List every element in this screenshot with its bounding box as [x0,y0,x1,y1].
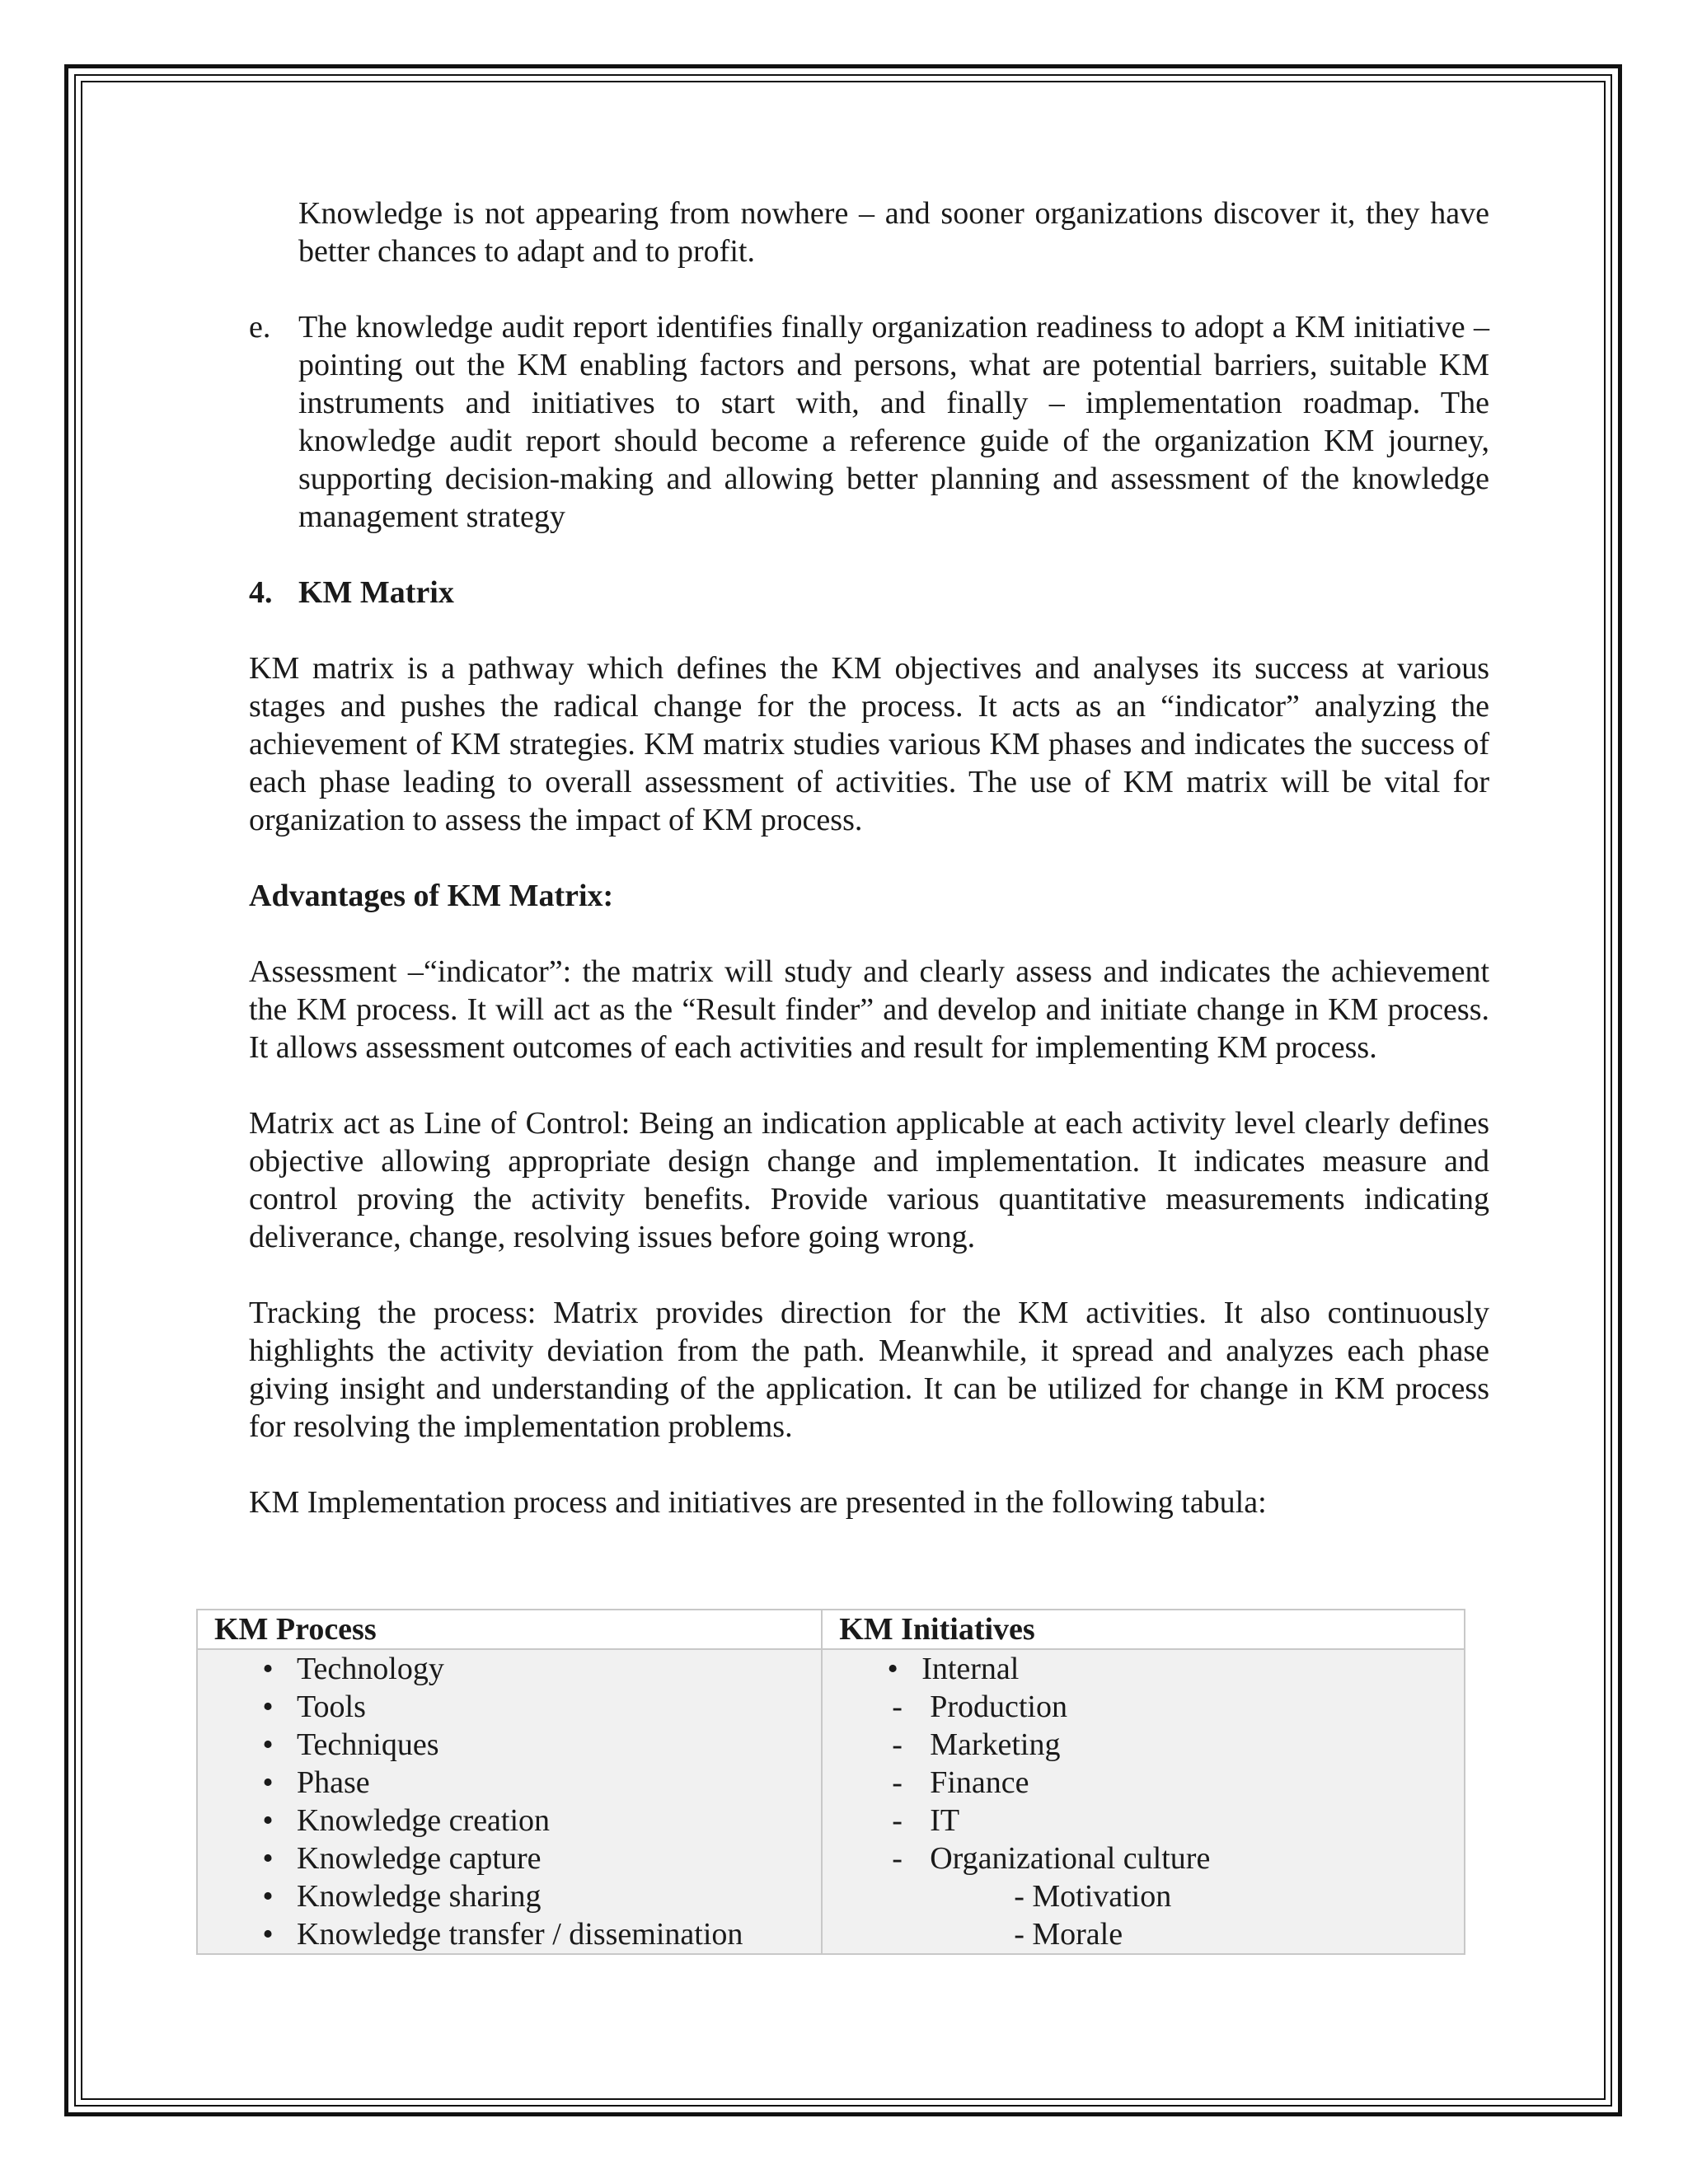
process-item: Knowledge transfer / dissemination [297,1917,743,1952]
process-item: Knowledge sharing [297,1879,542,1914]
paragraph-assessment: Assessment –“indicator”: the matrix will study and clearly assess and indicates the achievement the KM process. It will act as the “Result finder” and develop and initiate change in KM process. It allows assessment outcomes of each activities and result for implementing KM process. [249,954,1489,1065]
list-item [214,1764,821,1802]
table-header-row [197,1610,1465,1649]
initiative-item: Internal [921,1652,1020,1686]
list-item [214,1802,821,1840]
dash-icon: - [892,1841,903,1876]
dash-icon: - [892,1765,903,1800]
paragraph-tracking: Tracking the process: Matrix provides direction for the KM activities. It also continuously highlights the activity deviation from the path. Meanwhile, it spread and analyzes each phase giving insight and understanding of the application. It can be utilized for change in KM process for resolving the implementation problems. [249,1296,1489,1444]
list-item [214,1726,821,1764]
paragraph-line-of-control: Matrix act as Line of Control: Being an indication applicable at each activity level clearly defines objective allowing appropriate design change and implementation. It indicates measure and control proving the activity benefits. Provide various quantitative measurements indicating deliverance, change, resolving issues before going wrong. [249,1106,1489,1254]
dash-icon: - [892,1690,903,1724]
list-item [214,1688,821,1726]
bullet-icon: • [262,1803,274,1838]
list-item [839,1877,1464,1915]
paragraph-audit-report: The knowledge audit report identifies finally organization readiness to adopt a KM initiative – pointing out the KM enabling factors and persons, what are potential barriers, suitable KM instruments and initiatives to start with, and finally – implementation roadmap. The knowledge audit report should become a reference guide of the organization KM journey, supporting decision-making and allowing better planning and assessment of the knowledge management strategy [298,310,1489,534]
subheading-advantages: Advantages of KM Matrix: [249,879,614,913]
list-item [214,1915,821,1953]
initiative-item: Organizational culture [930,1841,1211,1876]
list-item [214,1877,821,1915]
list-item [214,1650,821,1688]
table-row [197,1649,1465,1954]
bullet-icon: • [887,1652,898,1686]
section-title: KM Matrix [298,575,454,610]
process-item: Knowledge creation [297,1803,551,1838]
initiatives-list [839,1650,1464,1953]
dash-icon: - [892,1803,903,1838]
cell-process-list [197,1649,822,1954]
list-item [839,1726,1464,1764]
bullet-icon: • [262,1765,274,1800]
km-table [196,1609,1465,1955]
section-heading [249,574,1489,612]
initiative-item: Finance [930,1765,1029,1800]
process-list [214,1650,821,1953]
initiative-sub-item: - Motivation [1014,1879,1172,1914]
initiative-sub-item: - Morale [1014,1917,1123,1952]
list-marker: e. [249,310,271,344]
initiative-item: IT [930,1803,960,1838]
bullet-icon: • [262,1690,274,1724]
document-body [249,194,1489,1521]
bullet-icon: • [262,1917,274,1952]
paragraph-km-matrix-intro: KM matrix is a pathway which defines the KM objectives and analyses its success at various stages and pushes the radical change for the process. It acts as an “indicator” analyzing the achievement of KM strategies. KM matrix studies various KM phases and indicates the success of each phase leading to overall assessment of activities. The use of KM matrix will be vital for organization to assess the impact of KM process. [249,651,1489,837]
list-item [839,1840,1464,1877]
bullet-icon: • [262,1841,274,1876]
list-item [839,1650,1464,1688]
initiative-item: Production [930,1690,1067,1724]
paragraph-knowledge-origin: Knowledge is not appearing from nowhere – and sooner organizations discover it, they have better chances to adapt and to profit. [298,196,1489,269]
header-km-process: KM Process [197,1610,822,1649]
dash-icon: - [892,1727,903,1762]
bullet-icon: • [262,1879,274,1914]
list-item [839,1764,1464,1802]
list-item [839,1915,1464,1953]
process-item: Knowledge capture [297,1841,542,1876]
process-item: Techniques [297,1727,439,1762]
list-item-e [249,308,1489,536]
cell-initiatives-list [822,1649,1465,1954]
initiative-item: Marketing [930,1727,1061,1762]
header-km-initiatives: KM Initiatives [822,1610,1465,1649]
process-item: Technology [297,1652,444,1686]
list-item [839,1688,1464,1726]
list-item [839,1802,1464,1840]
list-item [214,1840,821,1877]
process-item: Tools [297,1690,366,1724]
bullet-icon: • [262,1652,274,1686]
bullet-icon: • [262,1727,274,1762]
paragraph-table-intro: KM Implementation process and initiatives are presented in the following tabula: [249,1485,1267,1520]
process-item: Phase [297,1765,370,1800]
section-number: 4. [249,575,273,610]
